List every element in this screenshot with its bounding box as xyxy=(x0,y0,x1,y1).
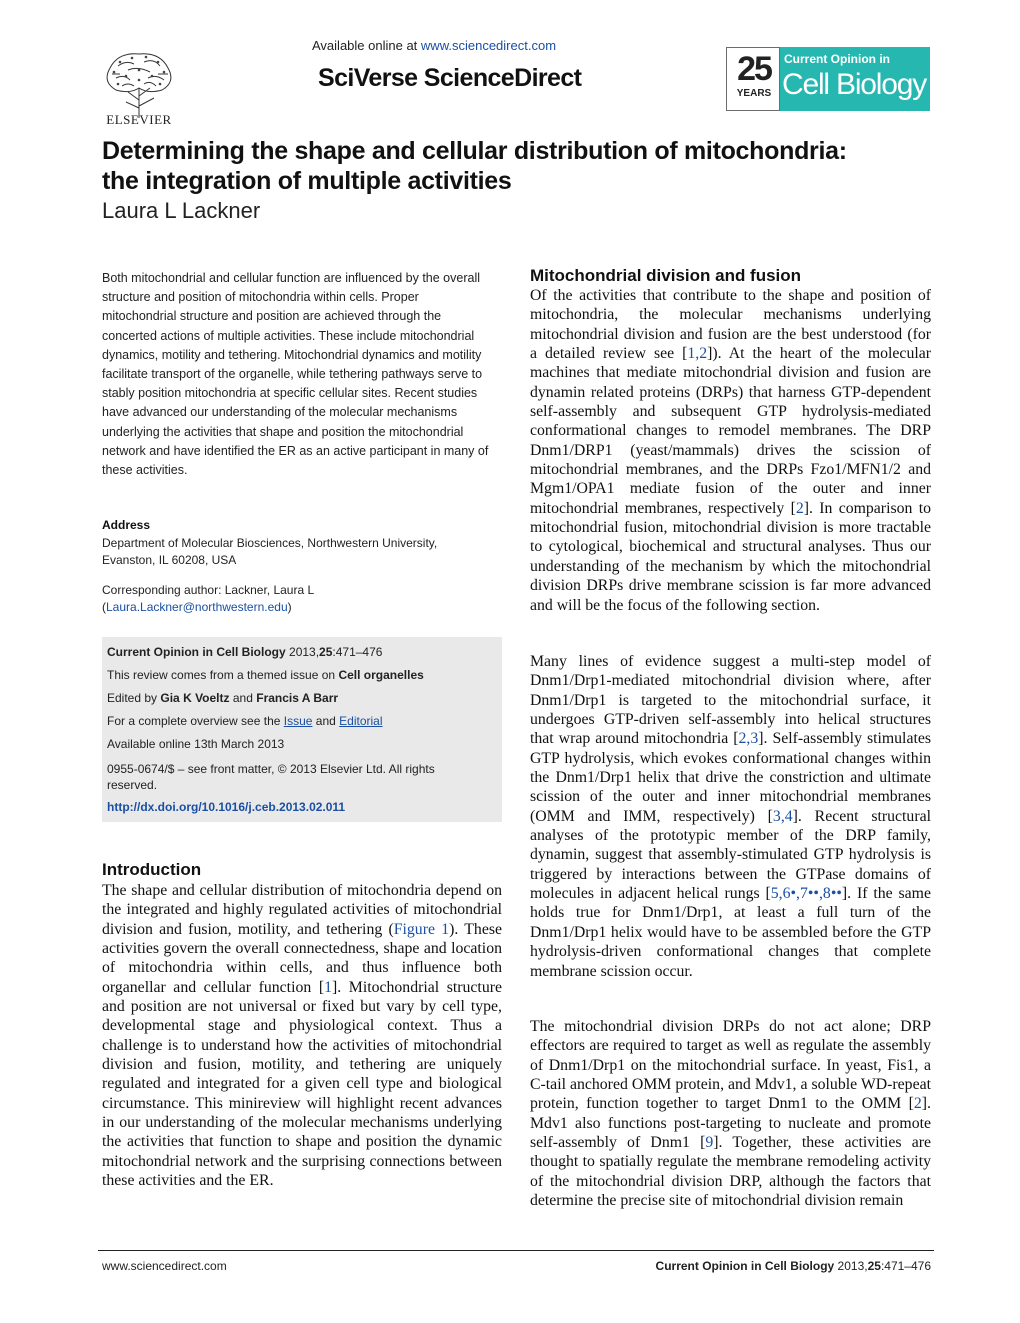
division-paragraph-2 xyxy=(530,652,931,981)
info-editor-1: Gia K Voeltz xyxy=(160,691,230,705)
footer-journal: Current Opinion in Cell Biology xyxy=(655,1259,835,1273)
article-title xyxy=(102,136,942,196)
journal-name-badge xyxy=(780,47,930,111)
division-paragraph-1 xyxy=(530,286,931,615)
article-info-box xyxy=(102,637,502,822)
journal-logo xyxy=(726,47,930,111)
p2-text-a: Many lines of evidence suggest a multi-step model of Dnm1/Drp1-mediated mitochondrial division where, after Dnm1/Drp1 is targeted to the mitochondrial surface, it undergoes GTP-driven self-assembly into helical structures that wrap around mitochondria [ xyxy=(530,653,931,748)
p1-text-a: Of the activities that contribute to the shape and position of mitochondria, the molecular mechanisms underlying mitochondrial division and fusion are the best understood (for a detailed review see [ xyxy=(530,287,931,363)
info-themed-issue: Cell organelles xyxy=(338,668,424,682)
info-available: Available online 13th March 2013 xyxy=(107,737,285,751)
footer-volume: 25 xyxy=(867,1259,881,1273)
intro-text-1: The shape and cellular distribution of mitochondria depend on the integrated and highly regulated activities of mitochondrial division and fusion, motility, and tethering ( xyxy=(102,882,502,938)
figure-1-link[interactable]: Figure 1 xyxy=(393,920,450,938)
ref-link[interactable]: 2,3 xyxy=(738,730,759,748)
introduction-text xyxy=(102,881,502,1191)
info-themed-prefix: This review comes from a themed issue on xyxy=(107,668,336,682)
p2-text-c: ]. Recent structural analyses of the prototypic member of the DRP family, dynamin, suggest that assembly-stimulated GTP hydrolysis is triggered by interactions between the GTPase domains of molecules in adjacent helical rungs [ xyxy=(530,807,931,903)
info-copyright xyxy=(107,761,435,793)
years-badge xyxy=(726,47,780,111)
info-edited-prefix: Edited by xyxy=(107,691,158,705)
info-pages: :471–476 xyxy=(332,645,383,659)
info-journal: Current Opinion in Cell Biology xyxy=(107,645,286,659)
corresponding-line: Corresponding author: Lackner, Laura L xyxy=(102,583,315,597)
p2-text-b: ]. Self-assembly stimulates GTP hydrolysis, which evokes conformational changes within the Dnm1/Drp1 helix that drive the constriction and ultimate scission of the outer and inner mitochondrial membranes (OMM and IMM, respectively) [ xyxy=(530,730,931,825)
ref-link[interactable]: 2 xyxy=(795,499,804,517)
corresponding-author xyxy=(102,582,482,616)
ref-link[interactable]: 1 xyxy=(324,978,332,996)
p1-text-c: ]. In comparison to mitochondrial fusion, mitochondrial division is more tractable to cytological, biochemical and structural analyses. Thus our understanding of the mechanism by which the mitochondrial division DRPs drive membrane scission is far more advanced and will be the focus of the following section. xyxy=(530,499,931,614)
author-email-link[interactable]: Laura.Lackner@northwestern.edu xyxy=(106,600,288,614)
division-heading: Mitochondrial division and fusion xyxy=(530,266,802,285)
info-and: and xyxy=(232,691,253,705)
p2-text-d: ]. If the same holds true for Dnm1/Drp1, at least a full turn of the Dnm1/Drp1 helix would have to be assembled before the GTP hydrolysis-driven conformational changes that complete membrane scission occur. xyxy=(530,885,931,980)
footer-website[interactable]: www.sciencedirect.com xyxy=(102,1259,227,1273)
ref-link[interactable]: 9 xyxy=(705,1134,714,1152)
title-line-2: the integration of multiple activities xyxy=(102,167,512,195)
ref-link[interactable]: 3,4 xyxy=(772,807,793,825)
info-overview xyxy=(107,714,383,728)
info-editor-2: Francis A Barr xyxy=(256,691,339,705)
editorial-link[interactable]: Editorial xyxy=(339,714,383,728)
p3-text-b: ]. Mdv1 also functions post-targeting to nucleate and promote self-assembly of Dnm1 [ xyxy=(530,1095,931,1152)
info-editors xyxy=(107,691,338,705)
journal-logo-line1: Current Opinion in xyxy=(784,52,890,66)
info-volume: 25 xyxy=(319,645,333,659)
years-number: 25 xyxy=(737,50,771,88)
p1-text-b: ]). At the heart of the molecular machines that mediate mitochondrial division and fusion are dynamin related proteins (DRPs) that harness GTP-dependent self-assembly and subsequent GTP hydrolysis-mediated conformational changes to remodel membranes. The DRP Dnm1/DRP1 (yeast/mammals) drives the scission of mitochondrial membranes, and the DRPs Fzo1/MFN1/2 and Mgm1/OPA1 mediate fusion of the outer and inner mitochondrial membranes, respectively [ xyxy=(530,345,932,517)
address-line-1: Department of Molecular Biosciences, Northwestern University, xyxy=(102,536,438,550)
info-copyright-2: reserved. xyxy=(107,778,158,792)
ref-link[interactable]: 5,6•,7••,8•• xyxy=(770,885,842,903)
available-prefix: Available online at xyxy=(312,38,418,53)
intro-text-2: ). These activities govern the overall connectedness, shape and location of mitochondria within cells, and thus influence both organellar and cellular function [ xyxy=(102,920,503,996)
intro-text-3: ]. Mitochondrial structure and position are not universal or fixed but vary by cell type, developmental stage and physiological context. Thus a challenge is to understand how the activities of mitochondrial division and fusion, motility, and tethering are uniquely regulated and integrated for a given cell type and biological circumstance. This minireview will highlight recent advances in our understanding of the molecular mechanisms underlying the activities that function to shape and position the dynamic mitochondrial network and the surprising connections between these activities and the ER. xyxy=(102,978,502,1190)
abstract: Both mitochondrial and cellular function are influenced by the overall structure and position of mitochondria within cells. Proper mitochondrial structure and position are achieved through the concerted actions of multiple activities. These include mitochondrial dynamics, motility and tethering. Mitochondrial dynamics and motility facilitate transport of the organelle, while tethering pathways serve to stably position mitochondria at specific cellular sites. Recent studies have advanced our understanding of the molecular mechanisms underlying the activities that shape and position the mitochondrial network and have identified the ER as an active participant in many of these activities. xyxy=(102,271,489,478)
info-year: 2013, xyxy=(289,645,320,659)
ref-link[interactable]: 1,2 xyxy=(687,345,708,363)
p3-text-a: The mitochondrial division DRPs do not act alone; DRP effectors are required to target as well as regulate the assembly of Dnm1/Drp1 on the mitochondrial surface. In yeast, Fis1, a C-tail anchored OMM protein, and Mdv1, a soluble WD-repeat protein, function together to target Dnm1 to the OMM [ xyxy=(530,1018,931,1113)
journal-logo-line2: Cell Biology xyxy=(782,68,927,101)
corresponding-email-wrap: (Laura.Lackner@northwestern.edu) xyxy=(102,600,292,614)
address-heading: Address xyxy=(102,518,151,532)
footer-rule xyxy=(98,1250,934,1251)
info-citation xyxy=(107,645,382,659)
info-themed xyxy=(107,668,424,682)
footer-pages: :471–476 xyxy=(880,1259,931,1273)
introduction-heading: Introduction xyxy=(102,860,202,879)
sciverse-title: SciVerse ScienceDirect xyxy=(318,64,582,92)
years-label: YEARS xyxy=(736,88,772,99)
sciencedirect-link[interactable]: www.sciencedirect.com xyxy=(420,38,557,53)
ref-link[interactable]: 2 xyxy=(913,1095,922,1113)
publisher-name: ELSEVIER xyxy=(106,112,172,127)
available-online xyxy=(312,38,556,53)
title-line-1: Determining the shape and cellular distribution of mitochondria: xyxy=(102,137,847,165)
footer-citation xyxy=(656,1259,931,1273)
issue-link[interactable]: Issue xyxy=(283,714,313,728)
info-copyright-1: 0955-0674/$ – see front matter, © 2013 Elsevier Ltd. All rights xyxy=(107,762,435,776)
p3-text-c: ]. Together, these activities are thought to spatially regulate the membrane remodeling activity of the mitochondrial division DRP, although the factors that determine the precise site of mitochondrial division remain xyxy=(530,1134,931,1210)
info-and-2: and xyxy=(315,714,336,728)
footer-year: 2013, xyxy=(837,1259,868,1273)
address-line-2: Evanston, IL 60208, USA xyxy=(102,553,237,567)
division-paragraph-3 xyxy=(530,1017,931,1210)
doi-link[interactable]: http://dx.doi.org/10.1016/j.ceb.2013.02.011 xyxy=(107,800,346,814)
address xyxy=(102,535,482,569)
article-author: Laura L Lackner xyxy=(102,198,261,223)
info-overview-prefix: For a complete overview see the xyxy=(107,714,281,728)
